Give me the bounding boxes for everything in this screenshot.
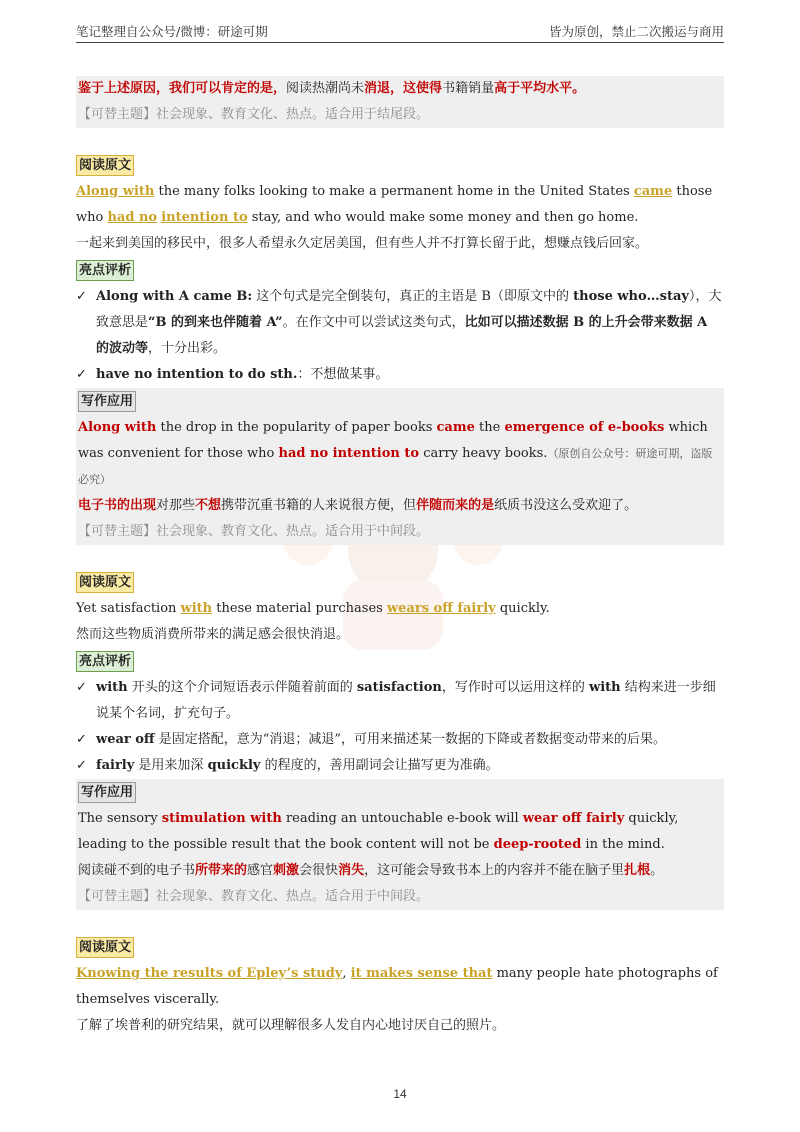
- original-translation: 一起来到美国的移民中，很多人希望永久定居美国，但有些人并不打算长留于此，想赚点钱后回家。: [76, 236, 649, 251]
- original-text: Yet satisfaction with these material purchases wears off fairly quickly.: [76, 601, 550, 616]
- apply-block: [76, 779, 724, 910]
- tag-read-original: 阅读原文: [76, 155, 134, 176]
- point-item: ✓ with 开头的这个介词短语表示伴随着前面的 satisfaction，写作时可以运用这样的 with 结构来进一步细说某个名词，扩充句子。: [76, 675, 724, 727]
- header-left: 笔记整理自公众号/微博：研途可期: [76, 24, 268, 39]
- tag-apply: 写作应用: [78, 391, 136, 412]
- apply-chinese: 电子书的出现对那些不想携带沉重书籍的人来说很方便，但伴随而来的是纸质书没这么受欢迎了。: [78, 498, 638, 513]
- point-item: ✓ wear off 是固定搭配，意为“消退；减退”，可用来描述某一数据的下降或者数据变动带来的后果。: [76, 727, 724, 753]
- original-translation: 了解了埃普利的研究结果，就可以理解很多人发自内心地讨厌自己的照片。: [76, 1018, 506, 1033]
- apply-english: The sensory stimulation with reading an untouchable e-book will wear off fairly quickly, leading to the possible result that the book content will not be deep-rooted in the mind.: [78, 811, 679, 852]
- apply-english: Along with the drop in the popularity of paper books came the emergence of e-books which was convenient for those who had no intention to carry heavy books.（原创自公众号：研途可期，盗版必究）: [78, 420, 713, 486]
- section-1: [76, 152, 724, 545]
- apply-chinese: 阅读碰不到的电子书所带来的感官刺激会很快消失，这可能会导致书本上的内容并不能在脑子里扎根。: [78, 863, 664, 878]
- tag-highlight: 亮点评析: [76, 260, 134, 281]
- header-right: 皆为原创，禁止二次搬运与商用: [548, 24, 724, 39]
- original-translation: 然而这些物质消费所带来的满足感会很快消退。: [76, 627, 350, 642]
- section-2: [76, 569, 724, 910]
- intro-sentence: 鉴于上述原因，我们可以肯定的是，阅读热潮尚未消退，这使得书籍销量高于平均水平。: [78, 81, 586, 96]
- tag-read-original: 阅读原文: [76, 937, 134, 958]
- intro-block: [76, 76, 724, 128]
- page-number: 14: [393, 1087, 407, 1101]
- page-header: [76, 22, 724, 43]
- tag-read-original: 阅读原文: [76, 572, 134, 593]
- page-content: [76, 76, 724, 1039]
- apply-theme: 【可替主题】社会现象、教育文化、热点。适合用于中间段。: [78, 524, 430, 539]
- section-3: [76, 934, 724, 1039]
- tag-highlight: 亮点评析: [76, 651, 134, 672]
- apply-theme: 【可替主题】社会现象、教育文化、热点。适合用于中间段。: [78, 889, 430, 904]
- original-text: Along with the many folks looking to make a permanent home in the United States came those who had no intention to stay, and who would make some money and then go home.: [76, 184, 713, 225]
- apply-block: [76, 388, 724, 545]
- point-item: ✓ fairly 是用来加深 quickly 的程度的，善用副词会让描写更为准确。: [76, 753, 724, 779]
- intro-theme: 【可替主题】社会现象、教育文化、热点。适合用于结尾段。: [78, 107, 430, 122]
- original-text: Knowing the results of Epley’s study, it makes sense that many people hate photographs of themselves viscerally.: [76, 966, 718, 1007]
- point-item: ✓ Along with A came B: 这个句式是完全倒装句，真正的主语是 B（即原文中的 those who…stay），大致意思是“B 的到来也伴随着 A”。在作文中可以尝试这类句式，比如可以描述数据 B 的上升会带来数据 A 的波动等，十分出彩。: [76, 284, 724, 362]
- point-item: ✓ have no intention to do sth.：不想做某事。: [76, 362, 724, 388]
- tag-apply: 写作应用: [78, 782, 136, 803]
